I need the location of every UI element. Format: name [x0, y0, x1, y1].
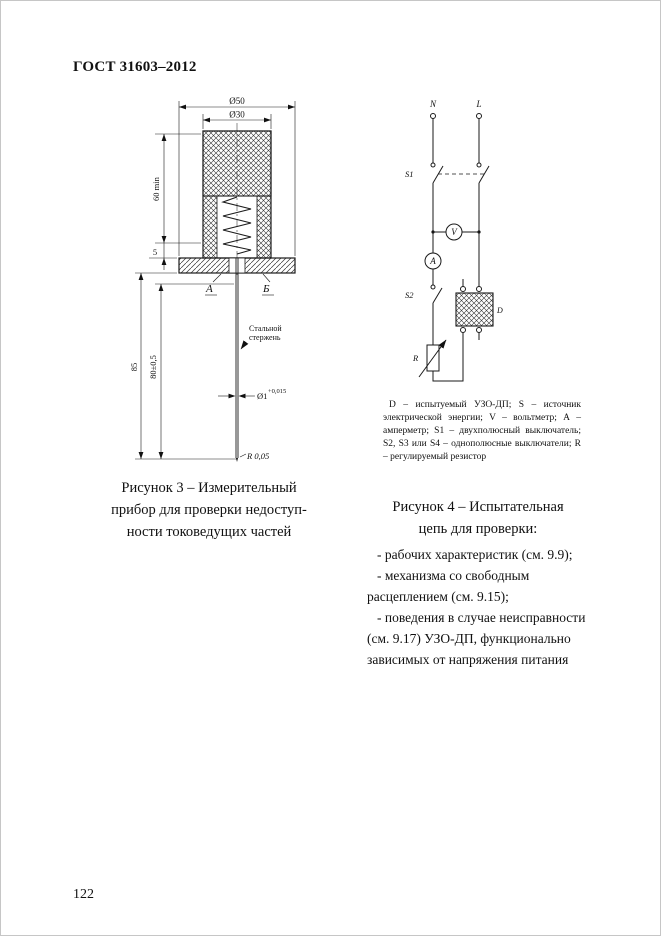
device-label: D: [497, 306, 503, 315]
dim-inner-diameter: Ø30: [229, 109, 245, 120]
figure3-caption-line: прибор для проверки недоступ-: [111, 502, 307, 518]
figure4-legend: D – испытуемый УЗО-ДП; S – источник электрической энергии; V – вольтметр; А – амперметр; S1 – двухполюсный выключатель; S2, S3 или S4 – однополюсные выключатели; R – регулируемый резистор: [383, 400, 581, 462]
s2-blade: [433, 288, 442, 303]
figure4-caption-line: Рисунок 4 – Испытательная: [392, 499, 564, 515]
circuit-wiring: [419, 114, 493, 382]
rod-note-line1: Стальной: [249, 324, 282, 333]
figure4-caption-line: цепь для проверки:: [418, 521, 538, 537]
terminal-l-label: L: [476, 99, 482, 109]
dim-rod-diameter-tolerance: +0,015: [268, 388, 287, 395]
dim-rod-length-tol: 80±0,5: [148, 355, 158, 379]
s1-blade-right: [479, 166, 489, 183]
list-item: - механизма со свободным расцеплением (см. 9.15);: [367, 568, 530, 604]
figure4-circuit-diagram: [389, 93, 519, 393]
rod-note-line2: стержень: [249, 333, 281, 342]
dim-tip-radius: R 0,05: [247, 451, 270, 461]
document-title: ГОСТ 31603–2012: [73, 59, 197, 75]
ammeter-label: A: [430, 256, 436, 266]
dim-depth-min: 60 min: [151, 177, 161, 201]
dim-flange-thickness: 5: [152, 247, 158, 257]
s1-blade-left: [433, 166, 443, 183]
figure4-check-list: [367, 544, 593, 670]
terminal-n-label: N: [429, 99, 437, 109]
figure3-technical-drawing: [91, 93, 313, 479]
device-under-test-box: [456, 293, 493, 326]
label-section-b: Б: [263, 283, 270, 295]
dim-outer-diameter: Ø50: [229, 96, 245, 106]
figure3-caption-line: Рисунок 3 – Измерительный: [121, 480, 297, 496]
list-item: - поведения в случае неисправности (см. 9.17) УЗО-ДП, функционально зависимых от напряжения питания: [367, 610, 586, 667]
dim-rod-length-total: 85: [129, 362, 139, 372]
switch-s1-label: S1: [405, 169, 414, 179]
page-number: 122: [73, 887, 94, 902]
list-item: - рабочих характеристик (см. 9.9);: [377, 547, 573, 562]
figure3-caption: [87, 477, 331, 543]
switch-s2-label: S2: [405, 290, 414, 300]
dim-rod-diameter: Ø1: [257, 391, 268, 401]
probe-body: [179, 123, 295, 462]
rod-bushing: [229, 258, 245, 273]
resistor-label: R: [413, 353, 419, 363]
label-section-a: А: [206, 283, 213, 295]
voltmeter-label: V: [451, 227, 457, 237]
terminal-n-circle: [431, 114, 436, 119]
figure4-caption: [367, 496, 589, 540]
terminal-l-circle: [477, 114, 482, 119]
figure3-caption-line: ности токоведущих частей: [126, 524, 292, 540]
rod-tip: [236, 458, 238, 462]
